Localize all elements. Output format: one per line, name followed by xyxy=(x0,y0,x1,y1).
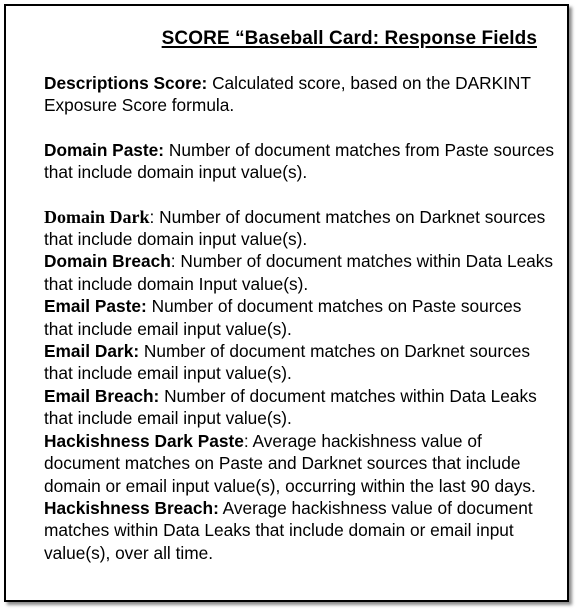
field-email-paste xyxy=(44,295,554,340)
field-term: Descriptions Score: xyxy=(44,73,208,93)
card-title: SCORE “Baseball Card: Response Fields xyxy=(161,28,537,49)
field-domain-breach xyxy=(44,250,554,295)
field-description: Number of document matches on Darknet sources that include email input value(s). xyxy=(44,341,531,384)
field-hackishness-dark-paste xyxy=(44,430,554,497)
field-description: Average hackishness value of document matches within Data Leaks that include domain or email input value(s), over all time. xyxy=(44,497,533,563)
field-term: Email Dark: xyxy=(44,341,140,362)
field-term: Hackishness Breach: xyxy=(44,497,219,518)
field-domain-dark xyxy=(44,206,554,251)
field-description: Number of document matches within Data Leaks that include email input value(s). xyxy=(44,385,537,429)
field-description: : Number of document matches within Data Leaks that include domain Input value(s). xyxy=(44,251,554,294)
field-term: Domain Breach xyxy=(44,251,171,272)
field-description: Calculated score, based on the DARKINT Exposure Score formula. xyxy=(44,73,531,116)
field-description: Number of document matches on Paste sources that include email input value(s). xyxy=(44,296,522,339)
field-description: : Number of document matches on Darknet sources that include domain input value(s). xyxy=(44,206,546,250)
field-email-dark xyxy=(44,340,554,385)
field-description: : Average hackishness value of document matches on Paste and Darknet sources that include domain or email input value(s), occurring within the last 90 days. xyxy=(44,430,536,496)
field-email-breach xyxy=(44,385,554,430)
field-term: Email Breach: xyxy=(44,385,160,406)
field-description: Number of document matches from Paste sources that include domain input value(s). xyxy=(44,139,554,183)
field-descriptions-score xyxy=(44,72,554,117)
field-term: Hackishness Dark Paste xyxy=(44,430,244,451)
field-term: Domain Paste: xyxy=(44,139,165,160)
field-term: Domain Dark xyxy=(44,206,150,227)
field-list xyxy=(44,72,554,564)
field-term: Email Paste: xyxy=(44,296,147,317)
field-hackishness-breach xyxy=(44,497,554,564)
response-fields-card xyxy=(4,4,569,602)
field-domain-paste xyxy=(44,139,554,184)
